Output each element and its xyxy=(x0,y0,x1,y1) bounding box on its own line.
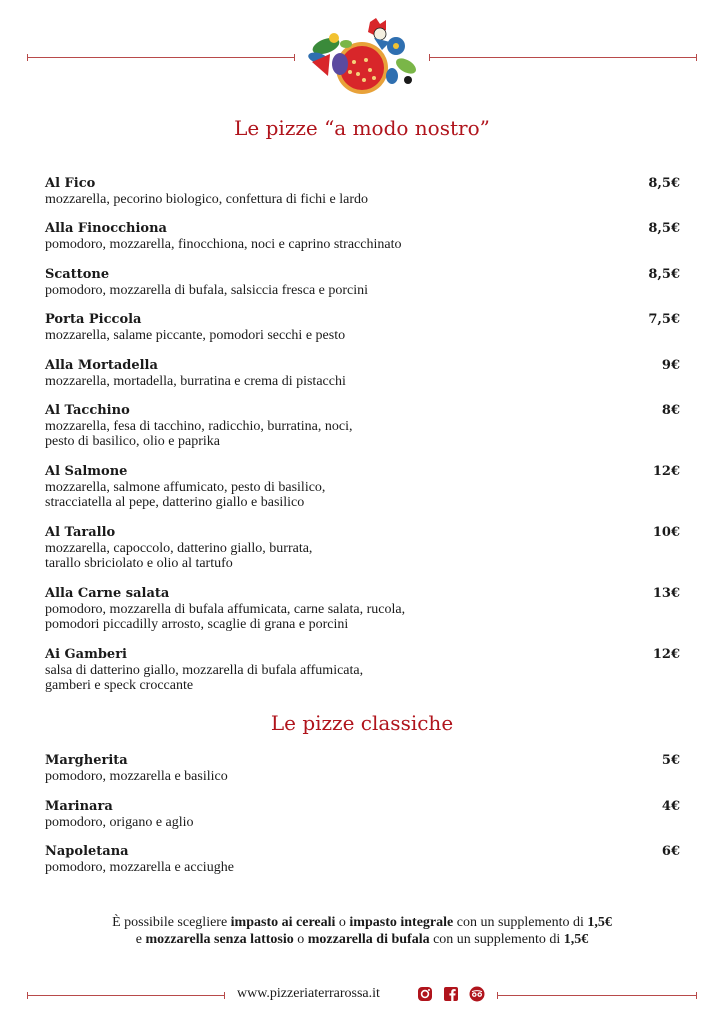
supplement-note xyxy=(0,914,724,948)
menu-item-ingredients: stracciatella al pepe, datterino giallo e basilico xyxy=(45,495,305,510)
top-rule-left xyxy=(27,57,295,58)
footer-rule-right xyxy=(497,995,697,996)
menu-item-ingredients: mozzarella, salame piccante, pomodori secchi e pesto xyxy=(45,327,346,343)
menu-item-price: 4€ xyxy=(661,799,680,814)
menu-item xyxy=(45,799,680,830)
menu-item xyxy=(45,525,680,572)
menu-item-name: Porta Piccola xyxy=(45,312,142,327)
menu-item xyxy=(45,358,680,389)
menu-item-name: Scattone xyxy=(45,267,110,282)
section-title-signature: Le pizze “a modo nostro” xyxy=(234,116,490,140)
menu-item xyxy=(45,647,680,694)
menu-item-name: Napoletana xyxy=(45,844,129,859)
menu-item-ingredients: mozzarella, salmone affumicato, pesto di basilico, xyxy=(45,479,326,495)
menu-item-price: 8€ xyxy=(661,403,680,418)
menu-item-ingredients: gamberi e speck croccante xyxy=(45,678,194,693)
menu-item xyxy=(45,267,680,298)
menu-item-price: 8,5€ xyxy=(648,267,680,282)
menu-item-price: 13€ xyxy=(652,586,680,601)
menu-item-price: 9€ xyxy=(661,358,680,373)
menu-item xyxy=(45,403,680,450)
footer-rule-left xyxy=(27,995,225,996)
menu-item-name: Marinara xyxy=(45,799,113,814)
menu-item-price: 10€ xyxy=(652,525,680,540)
menu-item-price: 8,5€ xyxy=(648,176,680,191)
menu-item xyxy=(45,221,680,252)
instagram-icon[interactable] xyxy=(417,986,433,1002)
menu-item-ingredients: tarallo sbriciolato e olio al tartufo xyxy=(45,556,233,571)
menu-item xyxy=(45,586,680,633)
menu-item xyxy=(45,312,680,343)
menu-item-name: Margherita xyxy=(45,753,128,768)
menu-item-ingredients: pomodori piccadilly arrosto, scaglie di grana e porcini xyxy=(45,617,349,632)
menu-item xyxy=(45,464,680,511)
menu-item-name: Alla Carne salata xyxy=(45,586,170,601)
top-rule-right xyxy=(429,57,697,58)
menu-item-name: Alla Finocchiona xyxy=(45,221,167,236)
menu-item xyxy=(45,844,680,875)
menu-item-ingredients: pomodoro, origano e aglio xyxy=(45,814,194,830)
menu-item-ingredients: pesto di basilico, olio e paprika xyxy=(45,434,220,449)
menu-item xyxy=(45,753,680,784)
tripadvisor-icon[interactable] xyxy=(469,986,485,1002)
menu-item-name: Alla Mortadella xyxy=(45,358,158,373)
menu-item-price: 7,5€ xyxy=(648,312,680,327)
menu-item-price: 6€ xyxy=(661,844,680,859)
menu-item-ingredients: salsa di datterino giallo, mozzarella di bufala affumicata, xyxy=(45,662,364,678)
menu-item-ingredients: mozzarella, capoccolo, datterino giallo, burrata, xyxy=(45,540,313,556)
menu-item-ingredients: mozzarella, fesa di tacchino, radicchio, burratina, noci, xyxy=(45,418,353,434)
menu-item-name: Al Tarallo xyxy=(45,525,116,540)
pizzeria-logo xyxy=(304,16,420,98)
menu-item-name: Al Tacchino xyxy=(45,403,130,418)
menu-item-ingredients: mozzarella, pecorino biologico, confettura di fichi e lardo xyxy=(45,191,369,207)
menu-item-price: 5€ xyxy=(661,753,680,768)
section-title-classic: Le pizze classiche xyxy=(270,711,454,735)
menu-item-name: Al Fico xyxy=(45,176,96,191)
menu-item-ingredients: pomodoro, mozzarella e acciughe xyxy=(45,859,234,875)
menu-item xyxy=(45,176,680,207)
website-link[interactable]: www.pizzeriaterrarossa.it xyxy=(237,986,380,1001)
supplement-note-line1: È possibile scegliere impasto ai cereali o impasto integrale con un supplemento di 1,5€ xyxy=(112,915,612,930)
facebook-icon[interactable] xyxy=(443,986,459,1002)
menu-item-price: 12€ xyxy=(652,647,680,662)
menu-item-ingredients: mozzarella, mortadella, burratina e crema di pistacchi xyxy=(45,373,346,389)
menu-item-price: 12€ xyxy=(652,464,680,479)
menu-item-ingredients: pomodoro, mozzarella di bufala, salsiccia fresca e porcini xyxy=(45,282,369,298)
menu-item-ingredients: pomodoro, mozzarella e basilico xyxy=(45,768,228,784)
menu-item-ingredients: pomodoro, mozzarella di bufala affumicata, carne salata, rucola, xyxy=(45,601,406,617)
menu-item-name: Ai Gamberi xyxy=(45,647,127,662)
menu-item-price: 8,5€ xyxy=(648,221,680,236)
menu-item-name: Al Salmone xyxy=(45,464,128,479)
supplement-note-line2: e mozzarella senza lattosio o mozzarella di bufala con un supplemento di 1,5€ xyxy=(135,932,589,947)
menu-item-ingredients: pomodoro, mozzarella, finocchiona, noci e caprino stracchinato xyxy=(45,236,402,252)
